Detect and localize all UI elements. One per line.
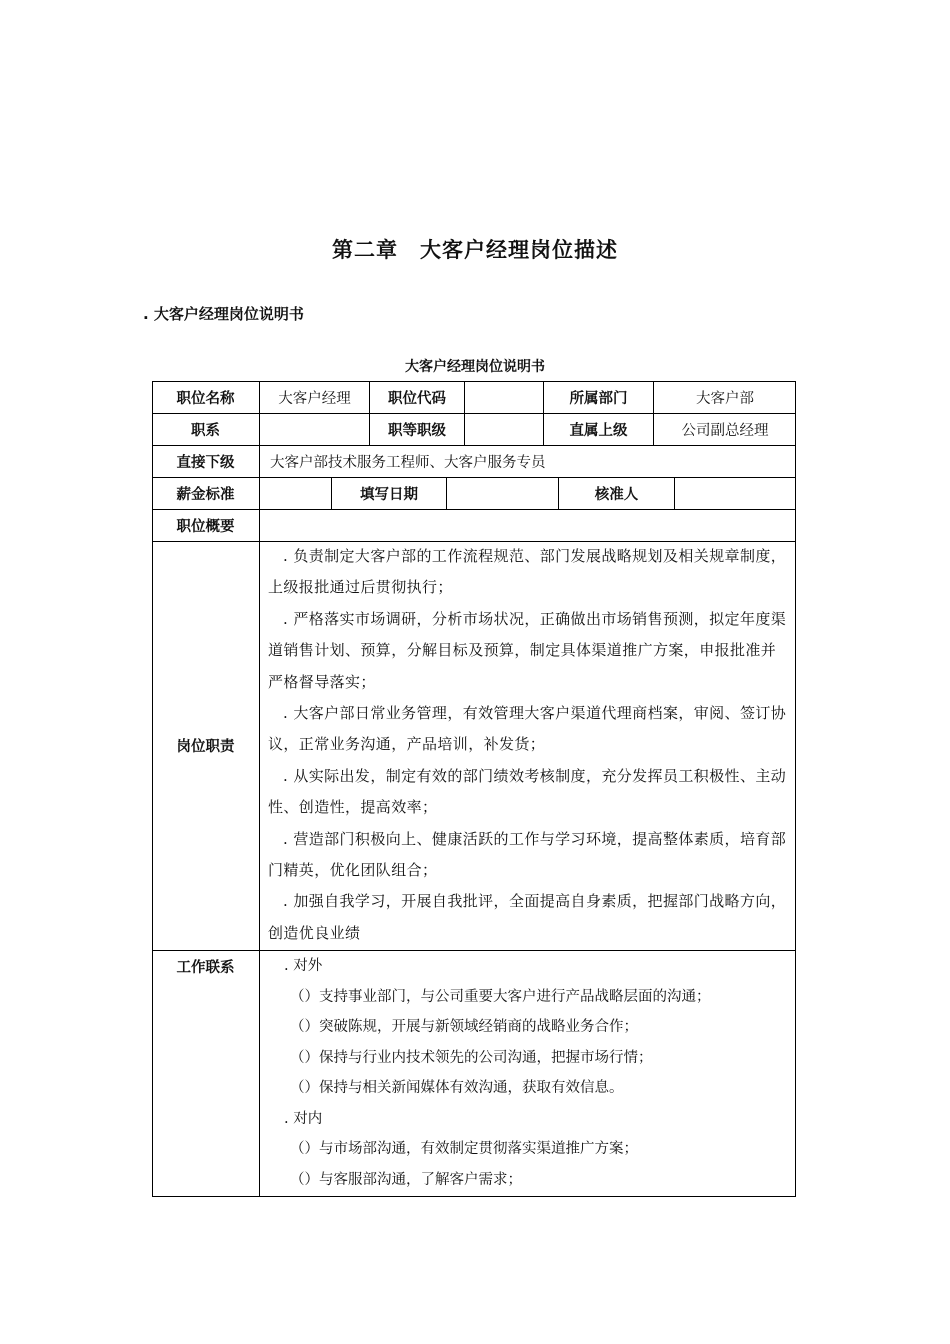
external-item: （）保持与行业内技术领先的公司沟通，把握市场行情； <box>290 1049 653 1066</box>
salary-label: 薪金标准 <box>176 486 235 503</box>
contacts-label: 工作联系 <box>176 959 235 976</box>
series-label: 职系 <box>191 422 220 439</box>
chapter-number: 第二章 <box>332 238 398 262</box>
position-name-label: 职位名称 <box>176 390 235 407</box>
chapter-title <box>0 234 950 264</box>
duty-item: . 大客户部日常业务管理，有效管理大客户渠道代理商档案，审阅、签订协议，正常业务沟通，产品培训，补发货； <box>268 704 787 754</box>
superior-label: 直属上级 <box>569 422 628 439</box>
department-value: 大客户部 <box>696 390 754 407</box>
duty-item: . 严格落实市场调研，分析市场状况，正确做出市场销售预测，拟定年度渠道销售计划、预算，分解目标及预算，制定具体渠道推广方案，申报批准并严格督导落实； <box>268 609 787 691</box>
position-code-value <box>465 381 543 413</box>
chapter-name: 大客户经理岗位描述 <box>420 238 618 262</box>
duties-list <box>268 541 790 949</box>
fill-date-label: 填写日期 <box>360 486 418 503</box>
duties-label: 岗位职责 <box>176 739 235 755</box>
subordinate-label: 直接下级 <box>176 454 235 471</box>
series-value <box>260 413 369 445</box>
duty-item: . 从实际出发，制定有效的部门绩效考核制度，充分发挥员工积极性、主动性、创造性，提高效率； <box>268 766 787 817</box>
internal-heading: . 对内 <box>284 1110 323 1127</box>
section-heading: . 大客户经理岗位说明书 <box>143 305 304 323</box>
internal-item: （）与客服部沟通，了解客户需求； <box>290 1171 522 1188</box>
external-item: （）突破陈规，开展与新领域经销商的战略业务合作； <box>290 1019 638 1035</box>
grade-value <box>465 413 543 445</box>
subordinate-value: 大客户部技术服务工程师、大客户服务专员 <box>270 454 546 471</box>
table-caption: 大客户经理岗位说明书 <box>405 359 545 375</box>
summary-label: 职位概要 <box>176 518 235 535</box>
summary-value <box>260 509 796 541</box>
duty-item: . 负责制定大客户部的工作流程规范、部门发展战略规划及相关规章制度，上级报批通过后贯彻执行； <box>268 547 787 597</box>
duty-item: . 加强自我学习，开展自我批评，全面提高自身素质，把握部门战略方向，创造优良业绩 <box>268 892 787 942</box>
salary-value <box>260 477 331 509</box>
grade-label: 职等职级 <box>388 422 446 439</box>
internal-item: （）与市场部沟通，有效制定贯彻落实渠道推广方案； <box>290 1141 638 1157</box>
approver-label: 核准人 <box>594 486 639 503</box>
external-heading: . 对外 <box>284 958 323 974</box>
external-item: （）保持与相关新闻媒体有效沟通，获取有效信息。 <box>290 1080 624 1096</box>
external-item: （）支持事业部门，与公司重要大客户进行产品战略层面的沟通； <box>290 988 711 1005</box>
department-label: 所属部门 <box>569 390 628 407</box>
duty-item: . 营造部门积极向上、健康活跃的工作与学习环境，提高整体素质，培育部门精英，优化团队组合； <box>268 829 787 880</box>
position-code-label: 职位代码 <box>388 390 446 407</box>
contacts-list <box>268 951 790 1195</box>
superior-value: 公司副总经理 <box>681 422 769 439</box>
fill-date-value <box>447 477 558 509</box>
position-name-value: 大客户经理 <box>278 390 351 407</box>
approver-value <box>675 477 796 509</box>
